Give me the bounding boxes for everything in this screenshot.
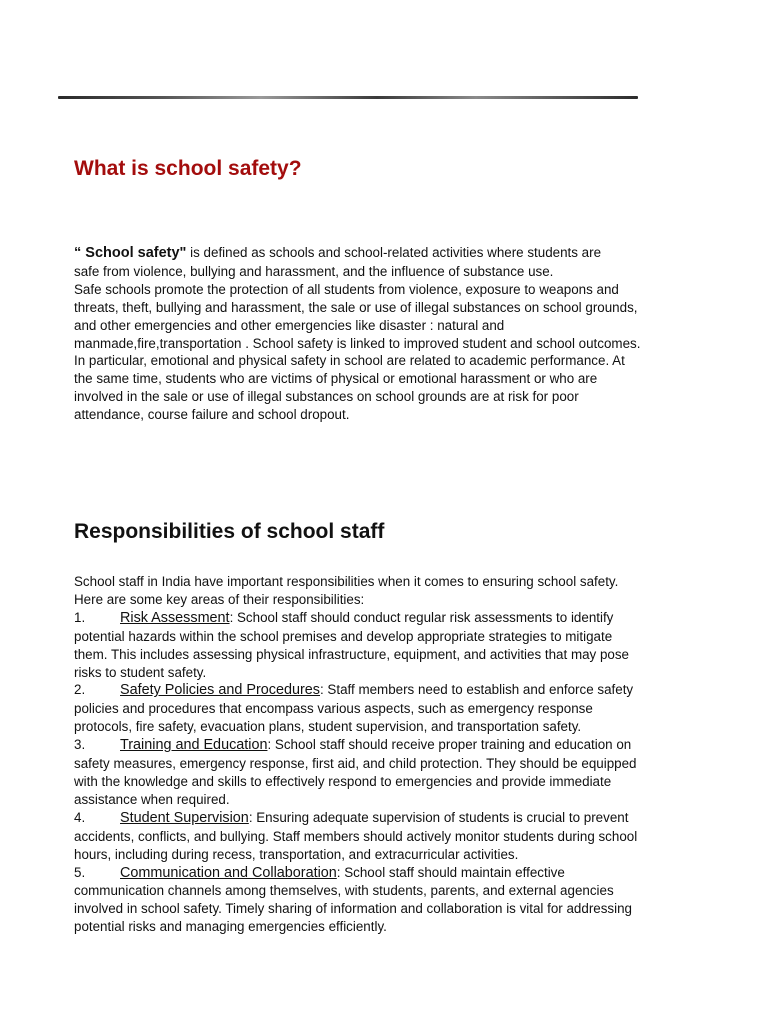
section-heading-school-safety: What is school safety? — [74, 157, 302, 180]
paragraph-line: “ School safety" is defined as schools and school-related activities where students are — [74, 245, 602, 261]
paragraph-line: and other emergencies and other emergencies like disaster : natural and — [74, 317, 505, 333]
section-heading-responsibilities: Responsibilities of school staff — [74, 520, 385, 543]
paragraph-line: manmade,fire,transportation . School safety is linked to improved student and school outcomes. — [74, 335, 641, 351]
item-line: assistance when required. — [74, 791, 230, 807]
paragraph-line: the same time, students who are victims of physical or emotional harassment or who are — [74, 371, 598, 387]
paragraph-line: Safe schools promote the protection of all students from violence, exposure to weapons and — [74, 281, 619, 297]
list-item: 2. Safety Policies and Procedures: Staff members need to establish and enforce safety policies and procedures that encompass various aspects, such as emergency response protocols, fire safety, evacuation plans, student supervision, and transportation safety. — [74, 681, 684, 736]
paragraph-line: safe from violence, bullying and harassment, and the influence of substance use. — [74, 263, 554, 279]
intro-paragraph — [74, 244, 684, 424]
item-number: 1. — [74, 609, 86, 625]
item-line: involved in school safety. Timely sharing of information and collaboration is vital for addressing — [74, 901, 632, 917]
item-line: risks to student safety. — [74, 664, 207, 680]
item-term: Safety Policies and Procedures — [120, 682, 320, 699]
paragraph-line: attendance, course failure and school dropout. — [74, 407, 350, 423]
item-line: potential risks and managing emergencies efficiently. — [74, 919, 387, 935]
list-item: 1. Risk Assessment: School staff should conduct regular risk assessments to identify potential hazards within the school premises and develop appropriate strategies to mitigate them. This includes assessing physical infrastructure, equipment, and activities that may pose risks to student safety. — [74, 609, 684, 682]
paragraph-line: involved in the sale or use of illegal substances on school grounds are at risk for poor — [74, 389, 579, 405]
item-line: them. This includes assessing physical infrastructure, equipment, and activities that may pose — [74, 646, 629, 662]
item-line: communication channels among themselves, with students, parents, and external agencies — [74, 883, 614, 899]
responsibilities-body — [74, 573, 684, 936]
lead-term: “ School safety" — [74, 245, 187, 261]
item-line: potential hazards within the school premises and develop appropriate strategies to mitigate — [74, 628, 613, 644]
paragraph-line: In particular, emotional and physical safety in school are related to academic performance. At — [74, 353, 625, 369]
item-line: with the knowledge and skills to effectively respond to emergencies and provide immediate — [74, 773, 612, 789]
item-term: Communication and Collaboration — [120, 864, 337, 881]
item-term: Training and Education — [120, 737, 268, 754]
item-line: protocols, fire safety, evacuation plans, student supervision, and transportation safety. — [74, 719, 582, 735]
item-term: Student Supervision — [120, 809, 249, 826]
list-item: 3. Training and Education: School staff should receive proper training and education on safety measures, emergency response, first aid, and child protection. They should be equipped with the knowledge and skills to effectively respond to emergencies and provide immediate assistance when required. — [74, 736, 684, 809]
item-line: accidents, conflicts, and bullying. Staff members should actively monitor students during school — [74, 828, 638, 844]
intro-line: School staff in India have important responsibilities when it comes to ensuring school safety. — [74, 574, 619, 589]
horizontal-rule — [58, 96, 638, 99]
item-number: 5. — [74, 864, 86, 880]
item-number: 2. — [74, 682, 86, 698]
paragraph-line: threats, theft, bullying and harassment, the sale or use of illegal substances on school grounds, — [74, 299, 638, 315]
list-item: 4. Student Supervision: Ensuring adequate supervision of students is crucial to prevent accidents, conflicts, and bullying. Staff members should actively monitor students during school hours, including during recess, transportation, and extracurricular activities. — [74, 809, 684, 864]
item-line: hours, including during recess, transportation, and extracurricular activities. — [74, 846, 519, 862]
list-item: 5. Communication and Collaboration: School staff should maintain effective communication channels among themselves, with students, parents, and external agencies involved in school safety. Timely sharing of information and collaboration is vital for addressing potential risks and managing emergencies efficiently. — [74, 864, 684, 937]
item-term: Risk Assessment — [120, 609, 230, 626]
item-number: 3. — [74, 737, 86, 753]
item-number: 4. — [74, 809, 86, 825]
item-line: safety measures, emergency response, first aid, and child protection. They should be equipped — [74, 756, 637, 772]
item-line: policies and procedures that encompass various aspects, such as emergency response — [74, 701, 593, 717]
intro-line: Here are some key areas of their responsibilities: — [74, 591, 365, 607]
